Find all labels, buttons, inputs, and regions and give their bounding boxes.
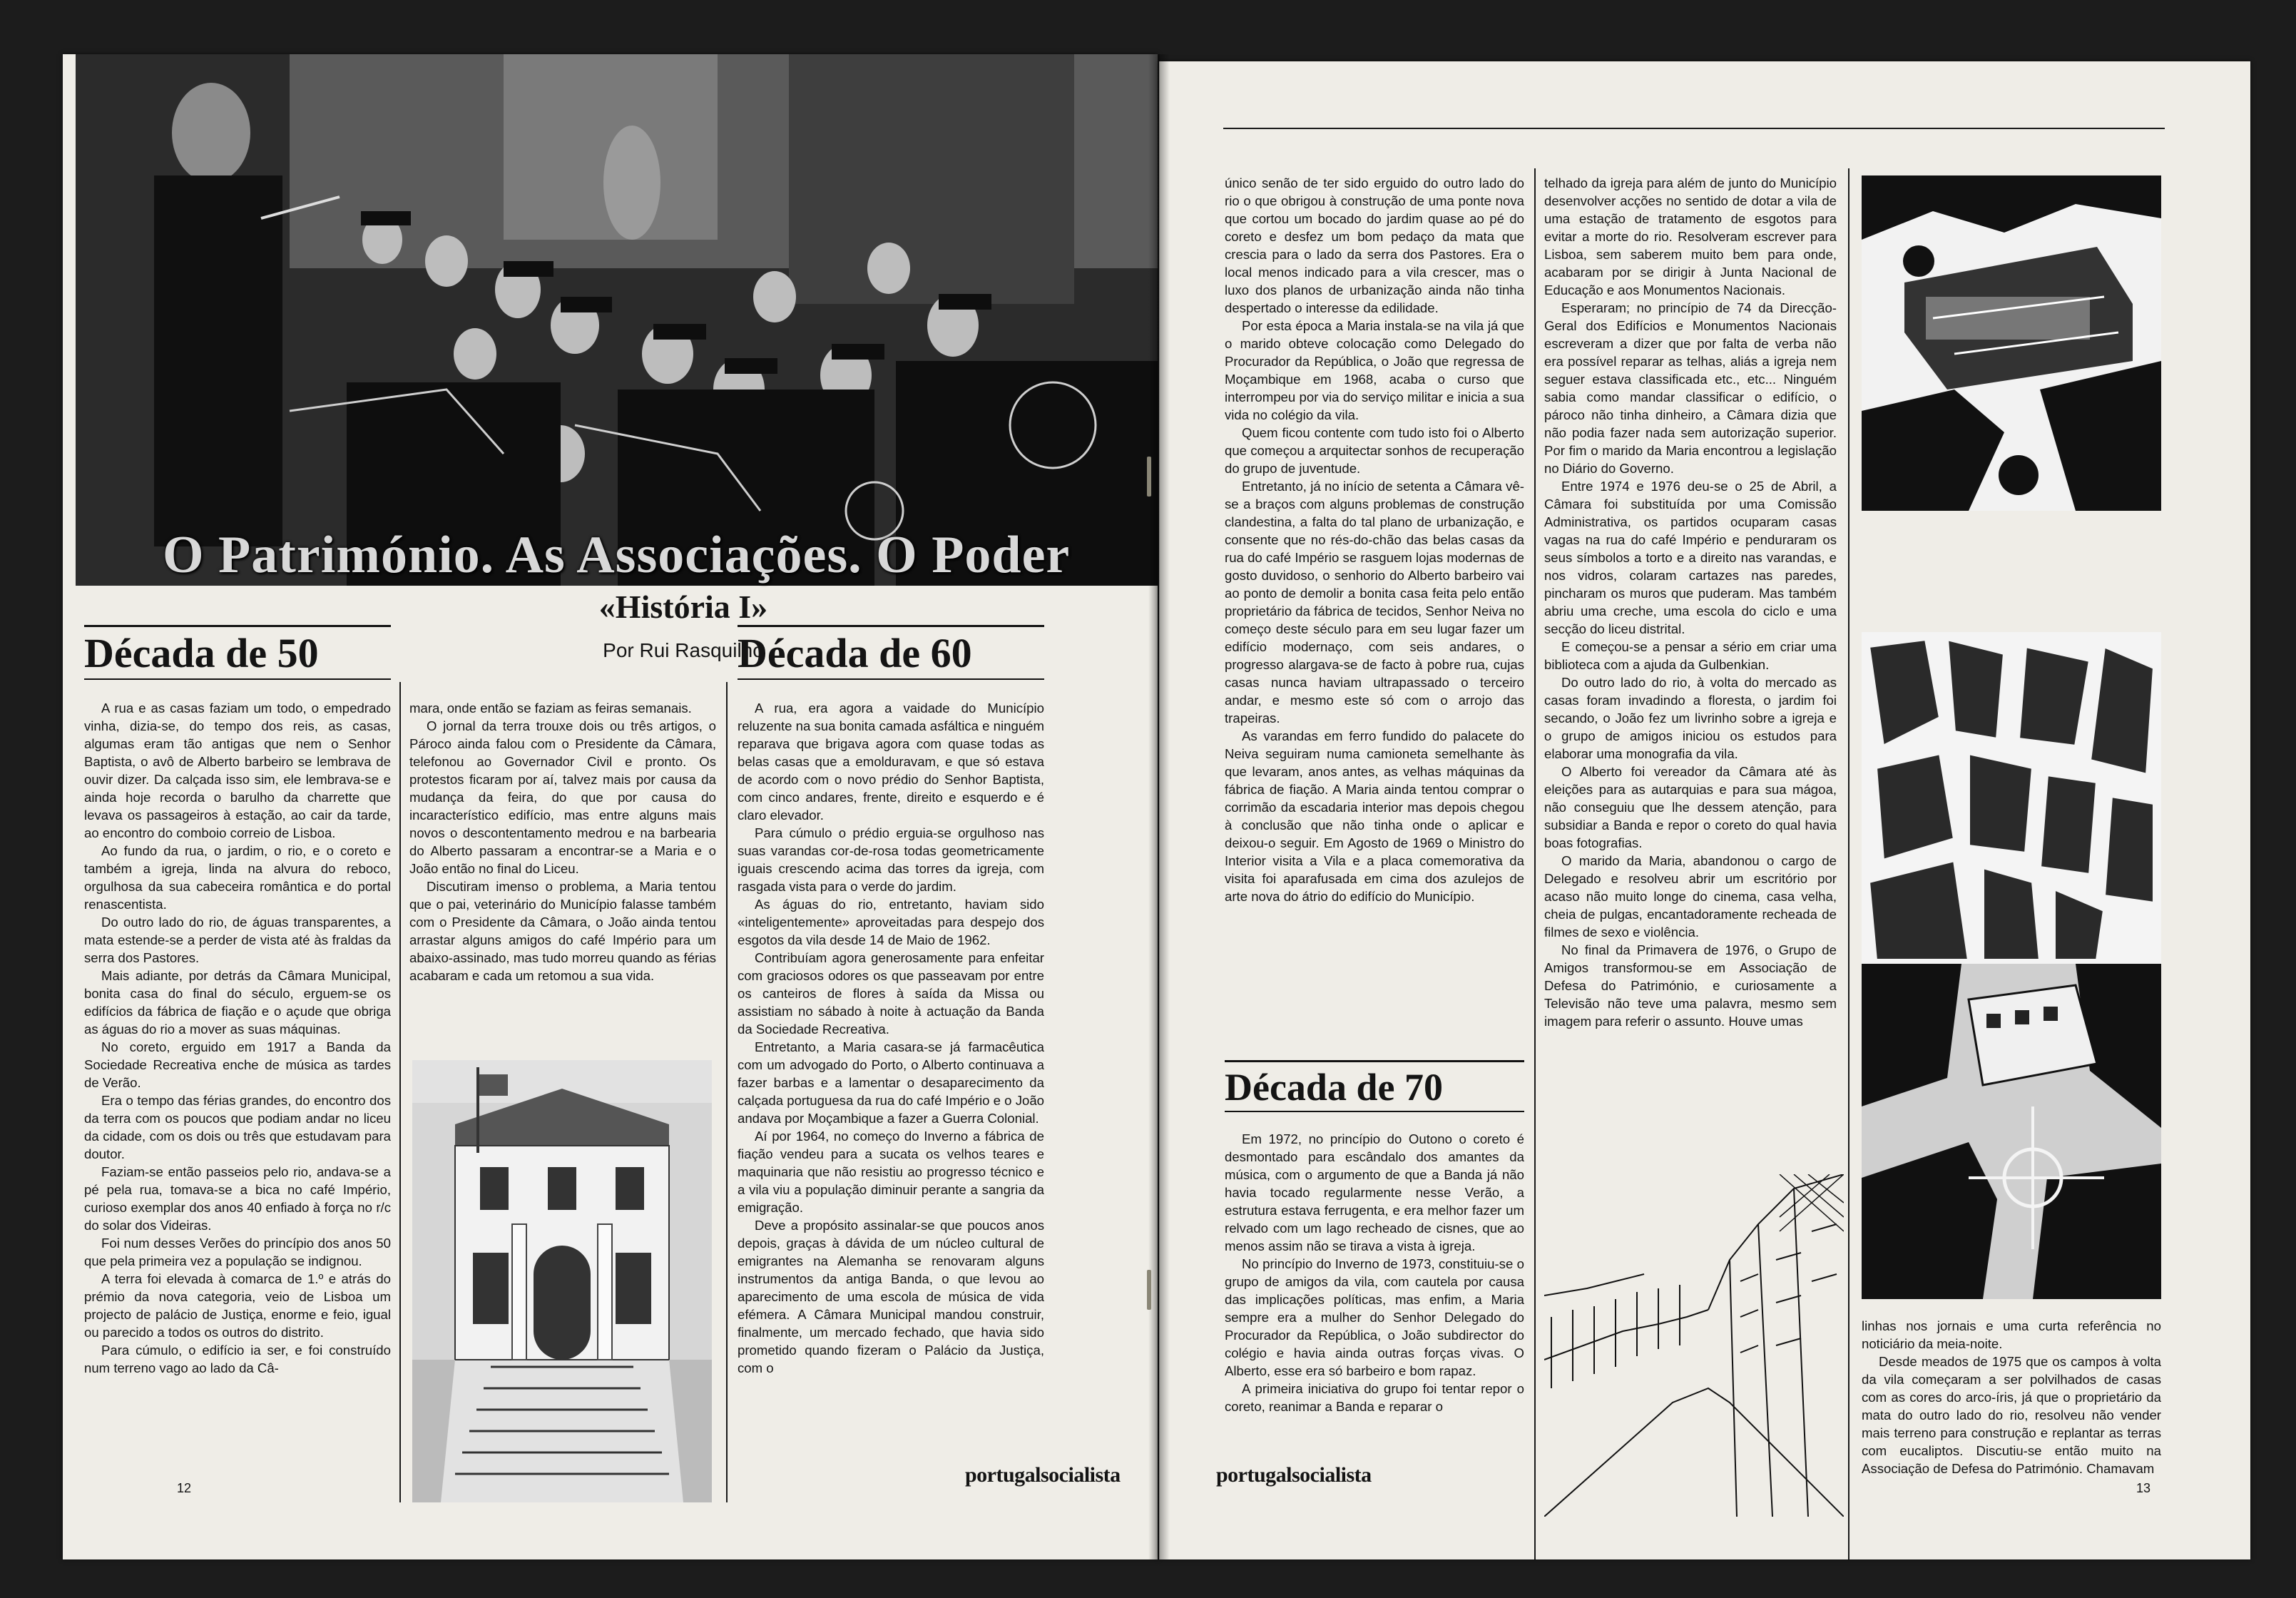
aerial-palace-illustration: [1862, 964, 2161, 1299]
paragraph: As varandas em ferro fundido do palacete do Neiva seguiram numa camioneta semelhante às que levaram, anos antes, as velhas máquinas da fábrica de fiação. A Maria ainda tentou comprar o corrimão da escadaria interior mas depois chegou à conclusão que não tinha onde o aplicar e deixou-o seguir. Em Agosto de 1969 o Ministro do Interior visita a Vila e a placa comemorativa da visita foi aparafusada em cima dos azulejos de arte nova do átrio do edifício do Município.: [1225, 728, 1524, 904]
right-page: [1159, 61, 2250, 1559]
column-divider: [1534, 168, 1536, 1559]
paragraph: Era o tempo das férias grandes, do encontro dos da terra com os poucos que podiam andar no liceu da cidade, com os dois ou três que estudavam para doutor.: [84, 1093, 391, 1161]
paragraph: Do outro lado do rio, à volta do mercado as casas foram invadindo a floresta, o jardim foi secando, o João fez um livrinho sobre a igreja e o grupo de amigos iniciou os estudos para elaborar uma monografia da vila.: [1544, 675, 1837, 761]
column-divider: [399, 682, 401, 1502]
paragraph: Quem ficou contente com tudo isto foi o Alberto que começou a arquitectar sonhos de recuperação do grupo de juventude.: [1225, 425, 1524, 476]
palace-of-justice-photo: [412, 1060, 712, 1502]
paragraph: No princípio do Inverno de 1973, constituiu-se o grupo de amigos da vila, com cautela por causa das implicações políticas, mas enfim, a Maria sempre era a mulher do Senhor Delegado do Procurador da República, o João subdirector do colégio e havia ainda outras forças vivas. O Alberto, esse era só barbeiro e bom rapaz.: [1225, 1256, 1524, 1378]
town-map-illustration: [1862, 632, 2161, 967]
paragraph: Entretanto, a Maria casara-se já farmacêutica com um advogado do Porto, o Alberto continuava a fazer barbas e a lamentar o desaparecimento da calçada portuguesa da rua do café Império e o João andava por Moçambique a fazer a Guerra Colonial.: [738, 1039, 1044, 1126]
section-heading-decada-70: Década de 70: [1225, 1060, 1524, 1112]
paragraph: Por esta época a Maria instala-se na vila já que o marido obteve colocação como Delegado do Procurador da República, o João que regressa de Moçambique em 1968, acaba o curso que interrompeu por via do serviço militar e inicia a sua vida no colégio da vila.: [1225, 318, 1524, 422]
paragraph: Em 1972, no princípio do Outono o coreto é desmontado para escândalo dos amantes da música, com o argumento de que a Banda já não havia tocado regularmente nesse Verão, a estrutura estava ferrugenta, e era melhor fazer um relvado com um lago recheado de cisnes, que ao menos assim não se tirava a vista à igreja.: [1225, 1131, 1524, 1253]
paragraph: Do outro lado do rio, de águas transparentes, a mata estende-se a perder de vista até às fraldas da serra dos Pastores.: [84, 915, 391, 965]
aerial-town-illustration: [1862, 175, 2161, 511]
page-number: 12: [177, 1481, 192, 1495]
section-heading-decada-50: Década de 50: [84, 625, 391, 680]
staple: [1147, 1270, 1151, 1310]
paragraph: linhas nos jornais e uma curta referência no noticiário da meia-noite.: [1862, 1318, 2161, 1351]
paragraph: Aí por 1964, no começo do Inverno a fábrica de fiação vendeu para a sucata os velhos teares e maquinaria que não resistiu ao progresso técnico e a vila viu a população diminuir perante a sangria da emigração.: [738, 1129, 1044, 1215]
paragraph: Mais adiante, por detrás da Câmara Municipal, bonita casa do final do século, erguem-se os edifícios da fábrica de fiação e o açude que obriga as águas do rio a mover as suas máquinas.: [84, 968, 391, 1037]
section-heading-decada-60: Década de 60: [738, 625, 1044, 680]
paragraph: Foi num desses Verões do princípio dos anos 50 que pela primeira vez a população se indignou.: [84, 1236, 391, 1268]
paragraph: A primeira iniciativa do grupo foi tentar repor o coreto, reanimar a Banda e reparar o: [1225, 1381, 1524, 1414]
paragraph: mara, onde então se faziam as feiras semanais.: [409, 701, 692, 716]
paragraph: Entretanto, já no início de setenta a Câmara vê-se a braços com alguns problemas de construção clandestina, a falta do tal plano de urbanização, e consente que no rés-do-chão das belas casas da rua do café Império se rasguem lojas modernas de gosto duvidoso, o senhorio do Alberto barbeiro vai ao ponto de demolir a bonita casa feita pelo então proprietário da fábrica de tecidos, Senhor Neiva no começo deste século para em seu lugar fazer um edifício modernaço, com seis andares, o progresso alargava-se de facto à pobre rua, cujas casas nunca haviam ultrapassado o terceiro andar, e mesmo este só com o arrojo das trapeiras.: [1225, 479, 1524, 726]
banner-title: O Património. As Associações. O Poder: [163, 526, 1071, 584]
column-divider: [1848, 168, 1849, 1559]
paragraph: As águas do rio, entretanto, haviam sido «inteligentemente» aproveitadas para despejo dos esgotos da vila desde 14 de Maio de 1962.: [738, 897, 1044, 947]
top-rule: [1223, 128, 2165, 129]
paragraph: No final da Primavera de 1976, o Grupo de Amigos transformou-se em Associação de Defesa do Património, e curiosamente a Televisão não teve uma palavra, mesmo sem imagem para referir o assunto. Houve umas: [1544, 942, 1837, 1029]
decada-50-column-2: [409, 699, 716, 1056]
paragraph: O Alberto foi vereador da Câmara até às eleições para as autarquias e para sua mágoa, não conseguiu que lhe dessem atenção, para subsidiar a Banda e repor o coreto do qual havia boas fotografias.: [1544, 764, 1837, 850]
paragraph: Desde meados de 1975 que os campos à volta da vila começaram a ser polvilhados de casas com as cores do arco-íris, já que o proprietário da mata do outro lado do rio, resolveu não vender mais terreno para construção e replantar as terras com eucaliptos. Discutiu-se então muito na Associação de Defesa do Património. Chamavam: [1862, 1354, 2161, 1476]
masthead-logo: portugalsocialista: [1216, 1463, 1372, 1487]
right-column-1: [1225, 174, 1524, 1044]
right-column-3-bottom: [1862, 1317, 2161, 1517]
paragraph: Para cúmulo, o edifício ia ser, e foi construído num terreno vago ao lado da Câ-: [84, 1343, 391, 1375]
paragraph: Para cúmulo o prédio erguia-se orgulhoso nas suas varandas cor-de-rosa todas geometricamente iguais crescendo acima das torres da igreja, com rasgada vista para o verde do jardim.: [738, 825, 1044, 894]
paragraph: A rua e as casas faziam um todo, o empedrado vinha, dizia-se, do tempo dos reis, as casas, algumas eram tão antigas que nem o Senhor Baptista, o avô de Alberto barbeiro se lembrava de ouvir dizer. Da calçada isso sim, ele lembrava-se e ainda hoje recorda o barulho da charrette que levava os passageiros à estação, ao cair da tarde, ao encontro do comboio correio de Lisboa.: [84, 701, 391, 840]
article-title: «História I»: [598, 589, 768, 625]
page-number: 13: [2136, 1481, 2151, 1495]
staple: [1147, 457, 1151, 497]
street-drawing: [1544, 1174, 1844, 1517]
band-photo: [76, 54, 1158, 586]
paragraph: A terra foi elevada à comarca de 1.º e atrás do prémio da nova categoria, veio de Lisboa um projecto de palácio de Justiça, enorme e feio, igual ou parecido a todos os outros do distrito.: [84, 1271, 391, 1340]
left-page: [63, 54, 1158, 1559]
decada-70-column: [1225, 1130, 1524, 1501]
paragraph: Faziam-se então passeios pelo rio, andava-se a pé pela rua, tomava-se a bica no café Império, curioso exemplar dos anos 40 enfiado à força no r/c do solar dos Videiras.: [84, 1164, 391, 1233]
column-divider: [726, 682, 728, 1502]
paragraph: A rua, era agora a vaidade do Município reluzente na sua bonita camada asfáltica e ninguém reparava que brigava agora com quase todas as belas casas que a emolduravam, e que só estava de acordo com o novo prédio do Senhor Baptista, com cinco andares, frente, direito e esquerdo e é claro elevador.: [738, 701, 1044, 823]
paragraph: E começou-se a pensar a sério em criar uma biblioteca com a ajuda da Gulbenkian.: [1544, 639, 1837, 672]
paragraph: único senão de ter sido erguido do outro lado do rio o que obrigou à construção de uma ponte nova que cortou um bocado do jardim quase ao pé do coreto e desfez um bom pedaço da mata que crescia para o lado da serra dos Pastores. Era o local menos indicado para a vila crescer, mas o luxo dos planos de urbanização ainda não tinha despertado o interesse da edilidade.: [1225, 175, 1524, 315]
spine-gutter: [1148, 54, 1170, 1559]
byline: Por Rui Rasquilho: [603, 639, 764, 661]
paragraph: Esperaram; no princípio de 74 da Direcção-Geral dos Edifícios e Monumentos Nacionais escreveram a dizer que por falta de verba não era possível reparar as telhas, aliás a igreja nem seguer estava classificada etc., etc... Ninguém sabia como mandar classificar o edifício, o pároco não tinha dinheiro, a Câmara dizia que não podia fazer nada sem autorização superior. Por fim o marido da Maria encontrou a legislação no Diário do Governo.: [1544, 300, 1837, 476]
masthead-logo: portugalsocialista: [965, 1463, 1121, 1487]
paragraph: O jornal da terra trouxe dois ou três artigos, o Pároco ainda falou com o Presidente da Câmara, telefonou ao Governador Civil e pronto. Os protestos ficaram por aí, talvez mais por causa da mudança da feira, do que por causa do incaracterístico edifício, mas entre alguns mais novos o descontentamento medrou e na barbearia do Alberto passaram a encontrar-se a Maria e o João então no final do Liceu.: [409, 718, 716, 876]
right-column-2: [1544, 174, 1837, 1166]
paragraph: Contribuíam agora generosamente para enfeitar com graciosos odores os que passeavam por entre os canteiros de flores à saída da Missa ou assistiam no sábado à noite à actuação da Banda da Sociedade Recreativa.: [738, 950, 1044, 1037]
paragraph: O marido da Maria, abandonou o cargo de Delegado e resolveu abrir um escritório por acaso não muito longe do cinema, casa velha, cheia de pulgas, encantadoramente recheada de filmes de sexo e violência.: [1544, 853, 1837, 940]
paragraph: telhado da igreja para além de junto do Município desenvolver acções no sentido de dotar a vila de uma estação de tratamento de esgotos para evitar a morte do rio. Resolveram escrever para Lisboa, sem saberem muito bem para onde, acabaram por se dirigir à Junta Nacional de Educação e aos Monumentos Nacionais.: [1544, 175, 1837, 297]
paragraph: No coreto, erguido em 1917 a Banda da Sociedade Recreativa enche de música as tardes de Verão.: [84, 1039, 391, 1090]
paragraph: Ao fundo da rua, o jardim, o rio, e o coreto e também a igreja, linda na alvura do reboco, orgulhosa da sua cabeceira romântica e do portal renascentista.: [84, 843, 391, 912]
paragraph: Discutiram imenso o problema, a Maria tentou que o pai, veterinário do Município falasse também com o Presidente da Câmara, o João ainda tentou arrastar alguns amigos do café Império para um abaixo-assinado, mas tudo morreu quando as férias acabaram e cada um retomou a sua vida.: [409, 879, 716, 983]
decada-60-column: [738, 699, 1044, 1505]
paragraph: Entre 1974 e 1976 deu-se o 25 de Abril, a Câmara foi substituída por uma Comissão Administrativa, os partidos ocuparam casas vagas na rua do café Império e penduraram os seus símbolos a torto e a direito nas varandas, e nos vidros, colaram cartazes nas paredes, pincharam os muros que puderam. Mas também abriu uma creche, uma escola do ciclo e uma secção do liceu distrital.: [1544, 479, 1837, 636]
paragraph: Deve a propósito assinalar-se que poucos anos depois, graças à dávida de um núcleo cultural de emigrantes na Alemanha se renovaram alguns instrumentos da antiga Banda, o que levou ao aparecimento de uma escola de música de vida efémera. A Câmara Municipal mandou construir, finalmente, um mercado fechado, que havia sido prometido quando fizeram o Palácio da Justiça, com o: [738, 1218, 1044, 1375]
decada-50-column-1: [84, 699, 391, 1505]
